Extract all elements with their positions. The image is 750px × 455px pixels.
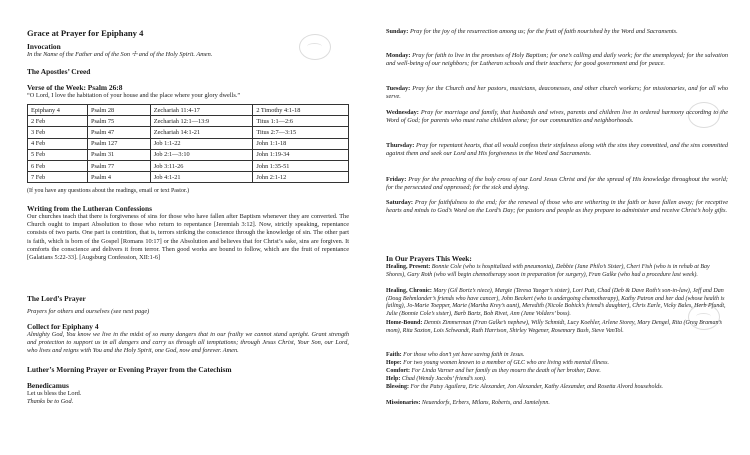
prayer-item [386,288,728,318]
confessions-section [27,204,349,262]
benedicamus-section [27,381,349,406]
collect-heading: Collect for Epiphany 4 [27,322,99,331]
day-prayer [386,52,728,68]
day-label: Monday: [386,52,411,59]
prayer-text: For Linda Varner and her family as they mourn the death of her brother, Dave. [411,368,601,374]
day-label: Sunday: [386,28,409,35]
prayer-item [386,384,728,392]
day-prayer-text: Pray for the Church and her pastors, musicians, deaconesses, and other church workers; for missionaries, and for all who serve. [386,85,728,101]
day-prayer-text: Pray for faith to live in the promises of Holy Baptism; for one’s calling and daily work; for the unemployed; for the salvation and well-being of our neighbors; for Lutheran schools and their teachers; for good government and for peace. [386,52,728,68]
prayers-heading: In Our Prayers This Week: [386,254,472,263]
prayer-text: Neuendorfs, Erbers, Milans, Roberts, and Jamielynn. [421,400,550,406]
lords-prayer-section [27,294,349,316]
day-prayer-text: Pray for faithfulness to the end; for the renewal of those who are withering in the faith or have fallen away; for receptive hearts and minds to God’s Word on the Lord’s Day; for pastors and people as they prepare to administer and receive Christ’s holy gifts. [386,199,729,215]
table-cell: John 2:1-12 [253,172,349,183]
verse-section [27,83,349,100]
invocation-heading: Invocation [27,42,61,51]
table-cell: Zechariah 14:1-21 [150,127,253,138]
verse-heading: Verse of the Week: Psalm 26:8 [27,83,123,92]
table-cell: Zechariah 11:4-17 [150,105,253,116]
prayer-label: Blessing: [386,384,410,390]
table-cell: John 1:19-34 [253,149,349,160]
day-prayer-text: Pray for marriage and family, that husbands and wives, parents and children live in ordered harmony according to the Word of God; for parents who must raise children alone; for our communities and neighborhoods. [386,109,728,125]
confessions-text: Our churches teach that there is forgiveness of sins for those who have fallen after Baptism whenever they are converted. The Church ought to impart Absolution to those who return to repentance [Jeremiah 3:12]. Now, strictly speaking, repentance consists of two parts. One part is contrition, that is, terrors striking the conscience through the knowledge of sin. The other part is faith, which is born of the Gospel [Romans 10:17] or the Absolution and believes that for Christ’s sake, sins are forgiven. It comforts the conscience and delivers it from terror. Then good works are bound to follow, which are the fruit of repentance [Galatians 5:22-33]. [Augsburg Confession, XII:1-6] [27,213,349,262]
lords-prayer-heading: The Lord’s Prayer [27,294,86,303]
prayer-label: Comfort: [386,368,410,374]
day-prayer [386,85,728,101]
benedicamus-line-2: Thanks be to God. [27,398,74,406]
table-row [28,160,349,171]
prayer-text: Dennis Zimmerman (Fran Galke’s nephew), Willy Schmidt, Lucy Koehler, Arlene Storey, Mary Dengel, Rita (Greg Braman’s mom), Rita Saxton, Lois Schwandt, Ruth Harrison, Shirley Wegener, Rosemary Bush, Steve VanTol. [386,320,723,334]
prayer-label: Home-Bound: [386,320,423,326]
table-cell: Titus 1:1—2:6 [253,116,349,127]
readings-note: (If you have any questions about the readings, email or text Pastor.) [27,188,190,194]
table-cell: Epiphany 4 [28,105,88,116]
prayer-label: Hope: [386,360,402,366]
verse-text: “O Lord, I love the habitation of your house and the place where your glory dwells.” [27,92,241,99]
table-row [28,138,349,149]
day-label: Saturday: [386,199,413,206]
creed-section [27,67,349,76]
day-label: Thursday: [386,142,415,149]
table-row [28,127,349,138]
luther-prayer-heading: Luther’s Morning Prayer or Evening Prayer from the Catechism [27,365,232,374]
day-label: Wednesday: [386,109,419,116]
day-prayer [386,199,728,215]
prayer-item [386,368,728,376]
table-cell: Psalm 47 [87,127,150,138]
prayer-label: Healing, Chronic: [386,288,432,294]
table-cell: Psalm 4 [87,172,150,183]
prayer-item [386,352,728,360]
table-cell: Titus 2:7—3:15 [253,127,349,138]
day-prayer-text: Pray for the joy of the resurrection among us; for the fruit of faith nourished by the Word and Sacraments. [409,28,678,35]
day-prayer [386,142,728,158]
day-label: Friday: [386,176,407,183]
table-cell: 6 Feb [28,160,88,171]
prayer-item [386,264,728,279]
prayer-text: For the Patsy Aguilera, Eric Alexander, Jon Alexander, Kathy Alexander, and Rosetta Alvord households. [410,384,664,390]
prayer-label: Missionaries: [386,400,421,406]
lords-prayer-text: Prayers for others and ourselves (see next page) [27,308,150,315]
table-cell: Job 3:11-26 [150,160,253,171]
invocation-section [27,42,349,59]
table-row [28,149,349,160]
table-cell: Psalm 127 [87,138,150,149]
prayer-label: Help: [386,376,401,382]
page-title: Grace at Prayer for Epiphany 4 [27,28,144,38]
prayer-item [386,320,728,335]
prayer-text: Bonnie Cole (who is hospitalized with pneumonia), Debbie (Jane Philo’s Sister), Cheri Fish (who is in rehab at Bay Shores), Gary Roth (who will begin chemotherapy soon in preparation for surgery), Fran Galke (who had a procedure last week). [386,264,710,278]
prayer-item [386,376,728,384]
table-cell: 4 Feb [28,138,88,149]
day-prayer-text: Pray for the preaching of the holy cross of our Lord Jesus Christ and for the spread of His knowledge throughout the world; for the persecuted and oppressed; for the sick and dying. [386,176,728,192]
table-row [28,116,349,127]
table-row [28,172,349,183]
table-cell: 3 Feb [28,127,88,138]
table-cell: Job 2:1—3:10 [150,149,253,160]
table-cell: Psalm 77 [87,160,150,171]
invocation-text: In the Name of the Father and of the Son ☩ and of the Holy Spirit. Amen. [27,51,213,58]
table-cell: Psalm 75 [87,116,150,127]
table-row [28,105,349,116]
collect-section [27,322,349,356]
benedicamus-heading: Benedicamus [27,381,69,390]
table-cell: Psalm 31 [87,149,150,160]
readings-table [27,104,349,183]
day-label: Tuesday: [386,85,411,92]
table-cell: 7 Feb [28,172,88,183]
prayer-item [386,360,728,368]
creed-heading: The Apostles’ Creed [27,67,91,76]
table-cell: 5 Feb [28,149,88,160]
prayer-label: Faith: [386,352,402,358]
day-prayer [386,176,728,192]
table-cell: Zechariah 12:1—13:9 [150,116,253,127]
day-prayer [386,109,728,125]
table-cell: John 1:35-51 [253,160,349,171]
prayer-text: For two young women known to a member of GLC who are living with mental illness. [403,360,609,366]
benedicamus-line-1: Let us bless the Lord. [27,390,82,397]
table-cell: Job 1:1-22 [150,138,253,149]
table-cell: Job 4:1-21 [150,172,253,183]
table-cell: Psalm 28 [87,105,150,116]
table-cell: 2 Feb [28,116,88,127]
collect-text: Almighty God, You know we live in the midst of so many dangers that in our frailty we cannot stand upright. Grant strength and protection to support us in all dangers and carry us through all temptations; through Jesus Christ, Your Son, our Lord, who lives and reigns with You and the Holy Spirit, one God, now and forever. Amen. [27,331,349,355]
day-prayer [386,28,728,36]
prayer-text: Chad (Wendy Jacobs’ friend’s son). [401,376,487,382]
prayer-item [386,400,728,408]
prayer-label: Healing, Present: [386,264,431,270]
day-prayer-text: Pray for repentant hearts, that all would confess their sinfulness along with the sins they committed, and the sins committed against them and seek our Lord and His forgiveness in the Word and Sacraments. [386,142,729,158]
table-cell: 2 Timothy 4:1-18 [253,105,349,116]
prayer-text: Mary (Gil Bortz’s niece), Margie (Teresa Yaeger’s sister), Lori Putt, Chad (Deb & Dave Roth’s son-in-law), Jeff and Dan (Doug Behmlander’s friends who have cancer), John Beckert (who is undergoing chemotherapy), Kathy Patron and her dad (whose health is failing), Jo-Marie Toepper, Marie (Martha Krey’s aunt), Meredith (Nicole Bobick’s friend’s daughter), Chris Earle, Vicky Bales, Herb Pfundt, Julie (Bonnie Cole’s sister), Barb Bartz, Bob Rivet, Ann (Jane Volders’ boss). [386,288,726,317]
confessions-heading: Writing from the Lutheran Confessions [27,204,152,213]
table-cell: John 1:1-18 [253,138,349,149]
luther-prayer-section [27,365,349,374]
prayer-text: For those who don’t yet have saving faith in Jesus. [403,352,525,358]
